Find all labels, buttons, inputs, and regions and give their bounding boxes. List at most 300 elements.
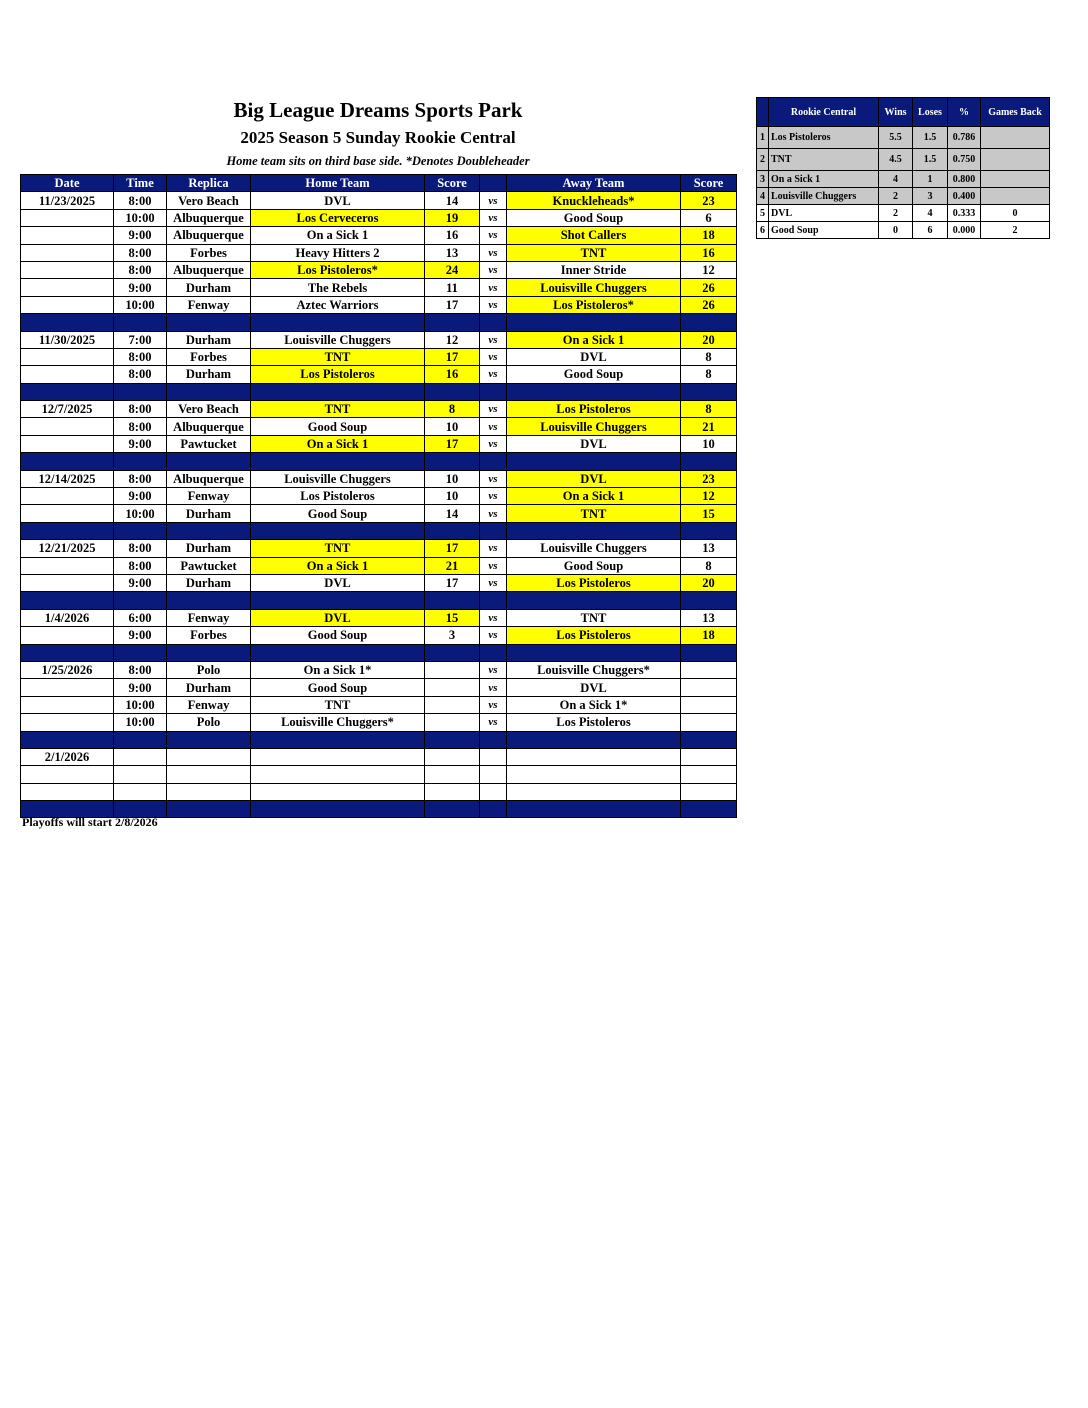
away-score: 8 <box>681 557 737 574</box>
game-time: 8:00 <box>114 261 167 278</box>
game-field: Vero Beach <box>167 192 251 209</box>
standings-table <box>756 97 1050 239</box>
game-row <box>21 488 737 505</box>
vs-label: vs <box>480 505 507 522</box>
home-team: On a Sick 1* <box>251 661 425 678</box>
separator-cell <box>681 453 737 470</box>
game-time <box>114 766 167 783</box>
game-date <box>21 574 114 591</box>
game-field: Forbes <box>167 348 251 365</box>
separator-cell <box>425 522 480 539</box>
away-team: Los Pistoleros* <box>507 296 681 313</box>
separator-cell <box>21 592 114 609</box>
separator-cell <box>114 731 167 748</box>
home-team <box>251 766 425 783</box>
game-row <box>21 783 737 800</box>
home-team: Good Soup <box>251 627 425 644</box>
game-field: Forbes <box>167 627 251 644</box>
separator-cell <box>21 522 114 539</box>
standings-row <box>757 222 1050 239</box>
game-field: Pawtucket <box>167 557 251 574</box>
vs-label: vs <box>480 418 507 435</box>
home-score: 17 <box>425 574 480 591</box>
standings-wins: 5.5 <box>879 127 913 149</box>
home-score: 14 <box>425 192 480 209</box>
home-score <box>425 783 480 800</box>
separator-cell <box>21 383 114 400</box>
away-score: 23 <box>681 470 737 487</box>
away-score: 6 <box>681 209 737 226</box>
game-time: 8:00 <box>114 557 167 574</box>
away-team: DVL <box>507 470 681 487</box>
home-team: DVL <box>251 192 425 209</box>
separator-cell <box>425 731 480 748</box>
standings-loses: 1.5 <box>913 149 948 171</box>
home-team: TNT <box>251 348 425 365</box>
away-team: On a Sick 1* <box>507 696 681 713</box>
away-score: 18 <box>681 227 737 244</box>
game-row <box>21 227 737 244</box>
away-team: Inner Stride <box>507 261 681 278</box>
standings-col-division: Rookie Central <box>769 98 879 127</box>
game-date <box>21 783 114 800</box>
game-row <box>21 261 737 278</box>
standings-games-back: 2 <box>981 222 1050 239</box>
game-time: 6:00 <box>114 609 167 626</box>
standings-pct: 0.750 <box>948 149 981 171</box>
home-team: Louisville Chuggers* <box>251 714 425 731</box>
home-score: 17 <box>425 348 480 365</box>
game-field: Fenway <box>167 488 251 505</box>
away-team: Louisville Chuggers <box>507 279 681 296</box>
away-team: Louisville Chuggers <box>507 418 681 435</box>
game-row <box>21 470 737 487</box>
vs-label: vs <box>480 470 507 487</box>
away-score: 20 <box>681 574 737 591</box>
separator-cell <box>425 314 480 331</box>
standings-rank: 3 <box>757 171 769 188</box>
standings-wins: 2 <box>879 188 913 205</box>
separator-cell <box>507 383 681 400</box>
game-row <box>21 696 737 713</box>
vs-label: vs <box>480 574 507 591</box>
away-score: 23 <box>681 192 737 209</box>
away-team: DVL <box>507 679 681 696</box>
away-team: Good Soup <box>507 209 681 226</box>
game-date <box>21 557 114 574</box>
away-score: 26 <box>681 279 737 296</box>
home-score: 17 <box>425 540 480 557</box>
home-score <box>425 766 480 783</box>
game-time: 10:00 <box>114 696 167 713</box>
separator-cell <box>507 731 681 748</box>
game-field: Albuquerque <box>167 470 251 487</box>
schedule-table <box>20 174 737 818</box>
standings-loses: 6 <box>913 222 948 239</box>
standings-col-games-back: Games Back <box>981 98 1050 127</box>
away-team: Los Pistoleros <box>507 627 681 644</box>
game-date: 2/1/2026 <box>21 748 114 765</box>
separator-cell <box>681 383 737 400</box>
game-time <box>114 783 167 800</box>
separator-cell <box>167 314 251 331</box>
standings-wins: 0 <box>879 222 913 239</box>
vs-label: vs <box>480 401 507 418</box>
away-team: TNT <box>507 609 681 626</box>
separator-cell <box>167 453 251 470</box>
separator-cell <box>480 801 507 818</box>
game-field: Durham <box>167 331 251 348</box>
vs-label: vs <box>480 244 507 261</box>
game-time: 9:00 <box>114 435 167 452</box>
standings-games-back <box>981 171 1050 188</box>
game-date <box>21 488 114 505</box>
col-home-score: Score <box>425 175 480 192</box>
home-score: 8 <box>425 401 480 418</box>
game-field: Pawtucket <box>167 435 251 452</box>
standings-team: Louisville Chuggers <box>769 188 879 205</box>
game-date <box>21 366 114 383</box>
separator-cell <box>507 801 681 818</box>
away-team <box>507 748 681 765</box>
away-score: 20 <box>681 331 737 348</box>
game-row <box>21 348 737 365</box>
away-team: Knuckleheads* <box>507 192 681 209</box>
standings-team: On a Sick 1 <box>769 171 879 188</box>
game-field: Durham <box>167 505 251 522</box>
away-score <box>681 696 737 713</box>
game-field <box>167 783 251 800</box>
separator-cell <box>167 522 251 539</box>
game-time: 9:00 <box>114 679 167 696</box>
game-row <box>21 331 737 348</box>
away-score: 18 <box>681 627 737 644</box>
home-score: 10 <box>425 418 480 435</box>
game-date: 12/14/2025 <box>21 470 114 487</box>
game-time: 8:00 <box>114 401 167 418</box>
separator-cell <box>114 592 167 609</box>
game-field: Durham <box>167 679 251 696</box>
vs-label: vs <box>480 348 507 365</box>
game-row <box>21 766 737 783</box>
vs-label: vs <box>480 279 507 296</box>
game-date <box>21 244 114 261</box>
game-field: Albuquerque <box>167 418 251 435</box>
separator-cell <box>114 644 167 661</box>
vs-label: vs <box>480 209 507 226</box>
vs-label: vs <box>480 192 507 209</box>
game-row <box>21 540 737 557</box>
game-time: 8:00 <box>114 661 167 678</box>
standings-loses: 3 <box>913 188 948 205</box>
separator-cell <box>681 731 737 748</box>
vs-label <box>480 748 507 765</box>
col-home-team: Home Team <box>251 175 425 192</box>
game-date: 11/23/2025 <box>21 192 114 209</box>
game-time: 10:00 <box>114 714 167 731</box>
game-row <box>21 609 737 626</box>
home-team: TNT <box>251 540 425 557</box>
week-separator-row <box>21 731 737 748</box>
separator-cell <box>21 731 114 748</box>
standings-rank: 1 <box>757 127 769 149</box>
home-score <box>425 679 480 696</box>
game-row <box>21 627 737 644</box>
standings-wins: 2 <box>879 205 913 222</box>
home-score: 19 <box>425 209 480 226</box>
game-date <box>21 696 114 713</box>
standings-games-back <box>981 127 1050 149</box>
standings-row <box>757 188 1050 205</box>
col-time: Time <box>114 175 167 192</box>
vs-label: vs <box>480 627 507 644</box>
vs-label: vs <box>480 679 507 696</box>
game-row <box>21 209 737 226</box>
standings-col-wins: Wins <box>879 98 913 127</box>
home-team: Los Pistoleros <box>251 366 425 383</box>
game-time: 8:00 <box>114 470 167 487</box>
standings-col-loses: Loses <box>913 98 948 127</box>
standings-row <box>757 149 1050 171</box>
home-score: 17 <box>425 435 480 452</box>
away-team: Good Soup <box>507 557 681 574</box>
game-time: 8:00 <box>114 244 167 261</box>
standings-pct: 0.333 <box>948 205 981 222</box>
standings-games-back <box>981 188 1050 205</box>
home-team: Good Soup <box>251 418 425 435</box>
game-time: 9:00 <box>114 488 167 505</box>
game-date: 1/4/2026 <box>21 609 114 626</box>
vs-label: vs <box>480 609 507 626</box>
away-team: On a Sick 1 <box>507 488 681 505</box>
separator-cell <box>480 314 507 331</box>
vs-label: vs <box>480 366 507 383</box>
game-time: 10:00 <box>114 296 167 313</box>
col-date: Date <box>21 175 114 192</box>
home-team: On a Sick 1 <box>251 435 425 452</box>
game-date <box>21 766 114 783</box>
separator-cell <box>251 592 425 609</box>
separator-cell <box>425 592 480 609</box>
col-away-team: Away Team <box>507 175 681 192</box>
game-time: 8:00 <box>114 366 167 383</box>
separator-cell <box>480 644 507 661</box>
separator-cell <box>480 731 507 748</box>
week-separator-row <box>21 453 737 470</box>
home-score <box>425 696 480 713</box>
home-team: The Rebels <box>251 279 425 296</box>
separator-cell <box>251 453 425 470</box>
away-score <box>681 783 737 800</box>
game-field: Fenway <box>167 696 251 713</box>
game-row <box>21 192 737 209</box>
away-score: 15 <box>681 505 737 522</box>
standings-pct: 0.800 <box>948 171 981 188</box>
away-score: 26 <box>681 296 737 313</box>
away-score: 12 <box>681 261 737 278</box>
home-team: Good Soup <box>251 679 425 696</box>
game-row <box>21 661 737 678</box>
game-date <box>21 505 114 522</box>
separator-cell <box>21 314 114 331</box>
game-row <box>21 244 737 261</box>
home-score: 24 <box>425 261 480 278</box>
home-score: 16 <box>425 227 480 244</box>
home-team: Los Cerveceros <box>251 209 425 226</box>
home-team: DVL <box>251 574 425 591</box>
away-team: On a Sick 1 <box>507 331 681 348</box>
separator-cell <box>480 592 507 609</box>
separator-cell <box>681 314 737 331</box>
standings-row <box>757 127 1050 149</box>
separator-cell <box>681 592 737 609</box>
away-score: 8 <box>681 366 737 383</box>
standings-rank: 5 <box>757 205 769 222</box>
away-team: Los Pistoleros <box>507 574 681 591</box>
standings-loses: 1.5 <box>913 127 948 149</box>
standings-games-back: 0 <box>981 205 1050 222</box>
home-team: TNT <box>251 696 425 713</box>
separator-cell <box>425 644 480 661</box>
home-team: Louisville Chuggers <box>251 470 425 487</box>
away-score <box>681 748 737 765</box>
standings-rank: 6 <box>757 222 769 239</box>
game-row <box>21 574 737 591</box>
page-title: Big League Dreams Sports Park <box>233 98 523 122</box>
standings-team: Good Soup <box>769 222 879 239</box>
away-team: DVL <box>507 435 681 452</box>
game-row <box>21 401 737 418</box>
game-field: Durham <box>167 366 251 383</box>
separator-cell <box>425 453 480 470</box>
doubleheader-note: Home team sits on third base side. *Denotes Doubleheader <box>226 154 530 168</box>
home-team: Aztec Warriors <box>251 296 425 313</box>
game-row <box>21 279 737 296</box>
away-team: TNT <box>507 505 681 522</box>
home-score: 3 <box>425 627 480 644</box>
game-field: Durham <box>167 540 251 557</box>
game-date <box>21 296 114 313</box>
standings-rank: 2 <box>757 149 769 171</box>
home-team: On a Sick 1 <box>251 227 425 244</box>
away-team <box>507 766 681 783</box>
week-separator-row <box>21 383 737 400</box>
separator-cell <box>681 801 737 818</box>
game-date <box>21 227 114 244</box>
game-row <box>21 505 737 522</box>
game-row <box>21 679 737 696</box>
separator-cell <box>681 522 737 539</box>
standings-games-back <box>981 149 1050 171</box>
home-team: Heavy Hitters 2 <box>251 244 425 261</box>
vs-label: vs <box>480 488 507 505</box>
standings-header-row <box>757 98 1050 127</box>
separator-cell <box>167 644 251 661</box>
home-team: TNT <box>251 401 425 418</box>
separator-cell <box>507 592 681 609</box>
playoffs-note: Playoffs will start 2/8/2026 <box>22 815 158 829</box>
vs-label: vs <box>480 557 507 574</box>
home-team: DVL <box>251 609 425 626</box>
game-field: Albuquerque <box>167 209 251 226</box>
game-time: 8:00 <box>114 418 167 435</box>
standings-pct: 0.400 <box>948 188 981 205</box>
standings-col-rank <box>757 98 769 127</box>
game-time: 9:00 <box>114 574 167 591</box>
game-date <box>21 435 114 452</box>
away-score: 21 <box>681 418 737 435</box>
separator-cell <box>480 383 507 400</box>
home-team: Good Soup <box>251 505 425 522</box>
game-row <box>21 418 737 435</box>
home-score <box>425 661 480 678</box>
separator-cell <box>167 383 251 400</box>
separator-cell <box>507 644 681 661</box>
col-replica: Replica <box>167 175 251 192</box>
separator-cell <box>251 522 425 539</box>
home-team: Los Pistoleros* <box>251 261 425 278</box>
home-score <box>425 748 480 765</box>
game-field: Vero Beach <box>167 401 251 418</box>
vs-label: vs <box>480 261 507 278</box>
away-score: 8 <box>681 401 737 418</box>
vs-label: vs <box>480 435 507 452</box>
away-score <box>681 679 737 696</box>
home-team: On a Sick 1 <box>251 557 425 574</box>
schedule-header-row <box>21 175 737 192</box>
separator-cell <box>114 314 167 331</box>
game-date <box>21 348 114 365</box>
standings-loses: 1 <box>913 171 948 188</box>
standings-loses: 4 <box>913 205 948 222</box>
standings-pct: 0.000 <box>948 222 981 239</box>
game-field: Polo <box>167 714 251 731</box>
game-date <box>21 418 114 435</box>
game-field: Fenway <box>167 609 251 626</box>
away-score: 16 <box>681 244 737 261</box>
game-field: Durham <box>167 574 251 591</box>
home-team <box>251 748 425 765</box>
week-separator-row <box>21 644 737 661</box>
away-score <box>681 766 737 783</box>
vs-label: vs <box>480 296 507 313</box>
home-score: 21 <box>425 557 480 574</box>
page-subtitle: 2025 Season 5 Sunday Rookie Central <box>240 128 516 147</box>
separator-cell <box>681 644 737 661</box>
standings-row <box>757 205 1050 222</box>
home-score: 16 <box>425 366 480 383</box>
away-team: Good Soup <box>507 366 681 383</box>
game-date <box>21 627 114 644</box>
away-score: 8 <box>681 348 737 365</box>
away-team: Shot Callers <box>507 227 681 244</box>
home-score: 13 <box>425 244 480 261</box>
away-team <box>507 783 681 800</box>
game-field: Polo <box>167 661 251 678</box>
game-time: 8:00 <box>114 540 167 557</box>
home-score: 17 <box>425 296 480 313</box>
game-time: 8:00 <box>114 348 167 365</box>
away-team: TNT <box>507 244 681 261</box>
separator-cell <box>507 314 681 331</box>
away-team: Los Pistoleros <box>507 401 681 418</box>
game-date <box>21 679 114 696</box>
standings-team: DVL <box>769 205 879 222</box>
home-team <box>251 783 425 800</box>
vs-label: vs <box>480 696 507 713</box>
game-field: Albuquerque <box>167 227 251 244</box>
game-field: Forbes <box>167 244 251 261</box>
